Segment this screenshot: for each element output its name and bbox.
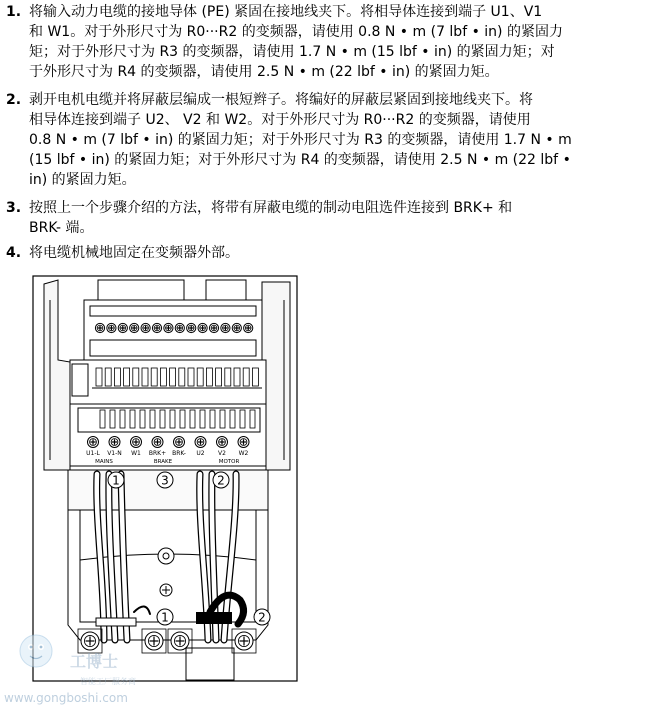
power-terminal-label: W2 <box>238 450 249 457</box>
terminal-slot <box>190 410 195 428</box>
power-terminal-label: W1 <box>131 450 141 457</box>
terminal-slot <box>200 410 205 428</box>
step-number: 3. <box>6 200 22 216</box>
control-screw-icon <box>175 323 184 332</box>
power-terminal-label: U2 <box>196 450 205 457</box>
power-terminal-screw-icon <box>88 437 99 448</box>
terminal-slot <box>110 410 115 428</box>
brake-group-label: BRAKE <box>153 459 173 465</box>
control-screw-icon <box>141 323 150 332</box>
control-screw-icon <box>232 323 241 332</box>
terminal-slot <box>140 410 145 428</box>
drive-wiring-figure <box>0 266 661 716</box>
power-terminal-label: V2 <box>218 450 226 457</box>
control-screw-icon <box>187 323 196 332</box>
terminal-slot <box>120 410 125 428</box>
step-text-line: 将输入动力电缆的接地导体 (PE) 紧固在接地线夹下。将相导体连接到端子 U1、V1 <box>29 4 543 20</box>
terminal-slot <box>225 368 231 386</box>
watermark-slogan: 智能工厂服务商 <box>80 677 136 686</box>
power-terminal-label: BRK- <box>172 450 186 457</box>
step-text-line: 按照上一个步骤介绍的方法，将带有屏蔽电缆的制动电阻选件连接到 BRK+ 和 <box>29 200 513 216</box>
terminal-slot <box>180 410 185 428</box>
step-text-line: BRK- 端。 <box>29 220 94 236</box>
control-screw-icon <box>107 323 116 332</box>
control-screw-icon <box>244 323 253 332</box>
terminal-slot <box>124 368 130 386</box>
watermark-url: www.gongboshi.com <box>4 691 128 705</box>
clamp-screw-icon <box>145 632 163 650</box>
control-screw-icon <box>152 323 161 332</box>
step-text-line: in) 的紧固力矩。 <box>29 172 136 188</box>
terminal-slot <box>197 368 203 386</box>
terminal-slot <box>150 410 155 428</box>
step-number: 4. <box>6 245 22 261</box>
step-text-line: 0.8 N • m (7 lbf • in) 的紧固力矩；对于外形尺寸为 R3 的变频器，请使用 1.7 N • m <box>29 132 572 148</box>
clamp-screw-icon <box>235 632 253 650</box>
clamp-screw-icon <box>81 632 99 650</box>
terminal-slot <box>250 410 255 428</box>
power-terminal-label: BRK+ <box>148 450 167 457</box>
step-text-line: 于外形尺寸为 R4 的变频器，请使用 2.5 N • m (22 lbf • in) 的紧固力矩。 <box>29 64 499 80</box>
control-screw-icon <box>95 323 104 332</box>
step-number: 2. <box>6 92 22 108</box>
step-text-line: 矩；对于外形尺寸为 R3 的变频器，请使用 1.7 N • m (15 lbf • in) 的紧固力矩；对 <box>29 44 555 60</box>
motor-group-label: MOTOR <box>218 459 240 465</box>
step-text-line: (15 lbf • in) 的紧固力矩；对于外形尺寸为 R4 的变频器，请使用 2.5 N • m (22 lbf • <box>29 152 571 168</box>
step-text-line: 将电缆机械地固定在变频器外部。 <box>29 245 239 261</box>
terminal-slot <box>216 368 222 386</box>
terminal-slot <box>96 368 102 386</box>
terminal-slot <box>170 368 176 386</box>
power-terminal-screw-icon <box>217 437 228 448</box>
control-screw-icon <box>209 323 218 332</box>
power-terminal-label: V1-N <box>107 450 122 457</box>
terminal-slot <box>100 410 105 428</box>
callout-number: 2 <box>258 610 266 625</box>
step-number: 1. <box>6 4 22 20</box>
step-text-line: 和 W1。对于外形尺寸为 R0···R2 的变频器，请使用 0.8 N • m (7 lbf • in) 的紧固力 <box>29 24 563 40</box>
watermark-brand: 工博士 <box>70 652 119 671</box>
power-terminal-screw-icon <box>195 437 206 448</box>
terminal-slot <box>210 410 215 428</box>
callout-number: 3 <box>161 473 169 488</box>
callout-number: 1 <box>161 610 169 625</box>
power-terminal-screw-icon <box>174 437 185 448</box>
clamp-screw-icon <box>171 632 189 650</box>
terminal-slot <box>170 410 175 428</box>
control-screw-icon <box>118 323 127 332</box>
terminal-slot <box>114 368 120 386</box>
terminal-slot <box>220 410 225 428</box>
terminal-slot <box>151 368 157 386</box>
terminal-slot <box>230 410 235 428</box>
mains-group-label: MAINS <box>95 459 113 465</box>
control-screw-icon <box>221 323 230 332</box>
terminal-slot <box>252 368 258 386</box>
step-text-line: 剥开电机电缆并将屏蔽层编成一根短辫子。将编好的屏蔽层紧固到接地线夹下。将 <box>29 92 533 108</box>
step-text-line: 相导体连接到端子 U2、 V2 和 W2。对于外形尺寸为 R0···R2 的变频器，请使用 <box>29 112 531 128</box>
terminal-slot <box>234 368 240 386</box>
control-screw-icon <box>164 323 173 332</box>
terminal-slot <box>105 368 111 386</box>
terminal-slot <box>179 368 185 386</box>
power-terminal-label: U1-L <box>86 450 100 457</box>
terminal-slot <box>188 368 194 386</box>
callout-number: 2 <box>217 473 225 488</box>
power-terminal-screw-icon <box>109 437 120 448</box>
terminal-slot <box>243 368 249 386</box>
terminal-slot <box>160 410 165 428</box>
terminal-slot <box>133 368 139 386</box>
terminal-slot <box>142 368 148 386</box>
control-screw-icon <box>198 323 207 332</box>
terminal-slot <box>240 410 245 428</box>
control-screw-icon <box>130 323 139 332</box>
callout-number: 1 <box>112 473 120 488</box>
power-terminal-screw-icon <box>152 437 163 448</box>
terminal-slot <box>130 410 135 428</box>
terminal-slot <box>160 368 166 386</box>
power-terminal-screw-icon <box>238 437 249 448</box>
terminal-slot <box>206 368 212 386</box>
power-terminal-screw-icon <box>131 437 142 448</box>
